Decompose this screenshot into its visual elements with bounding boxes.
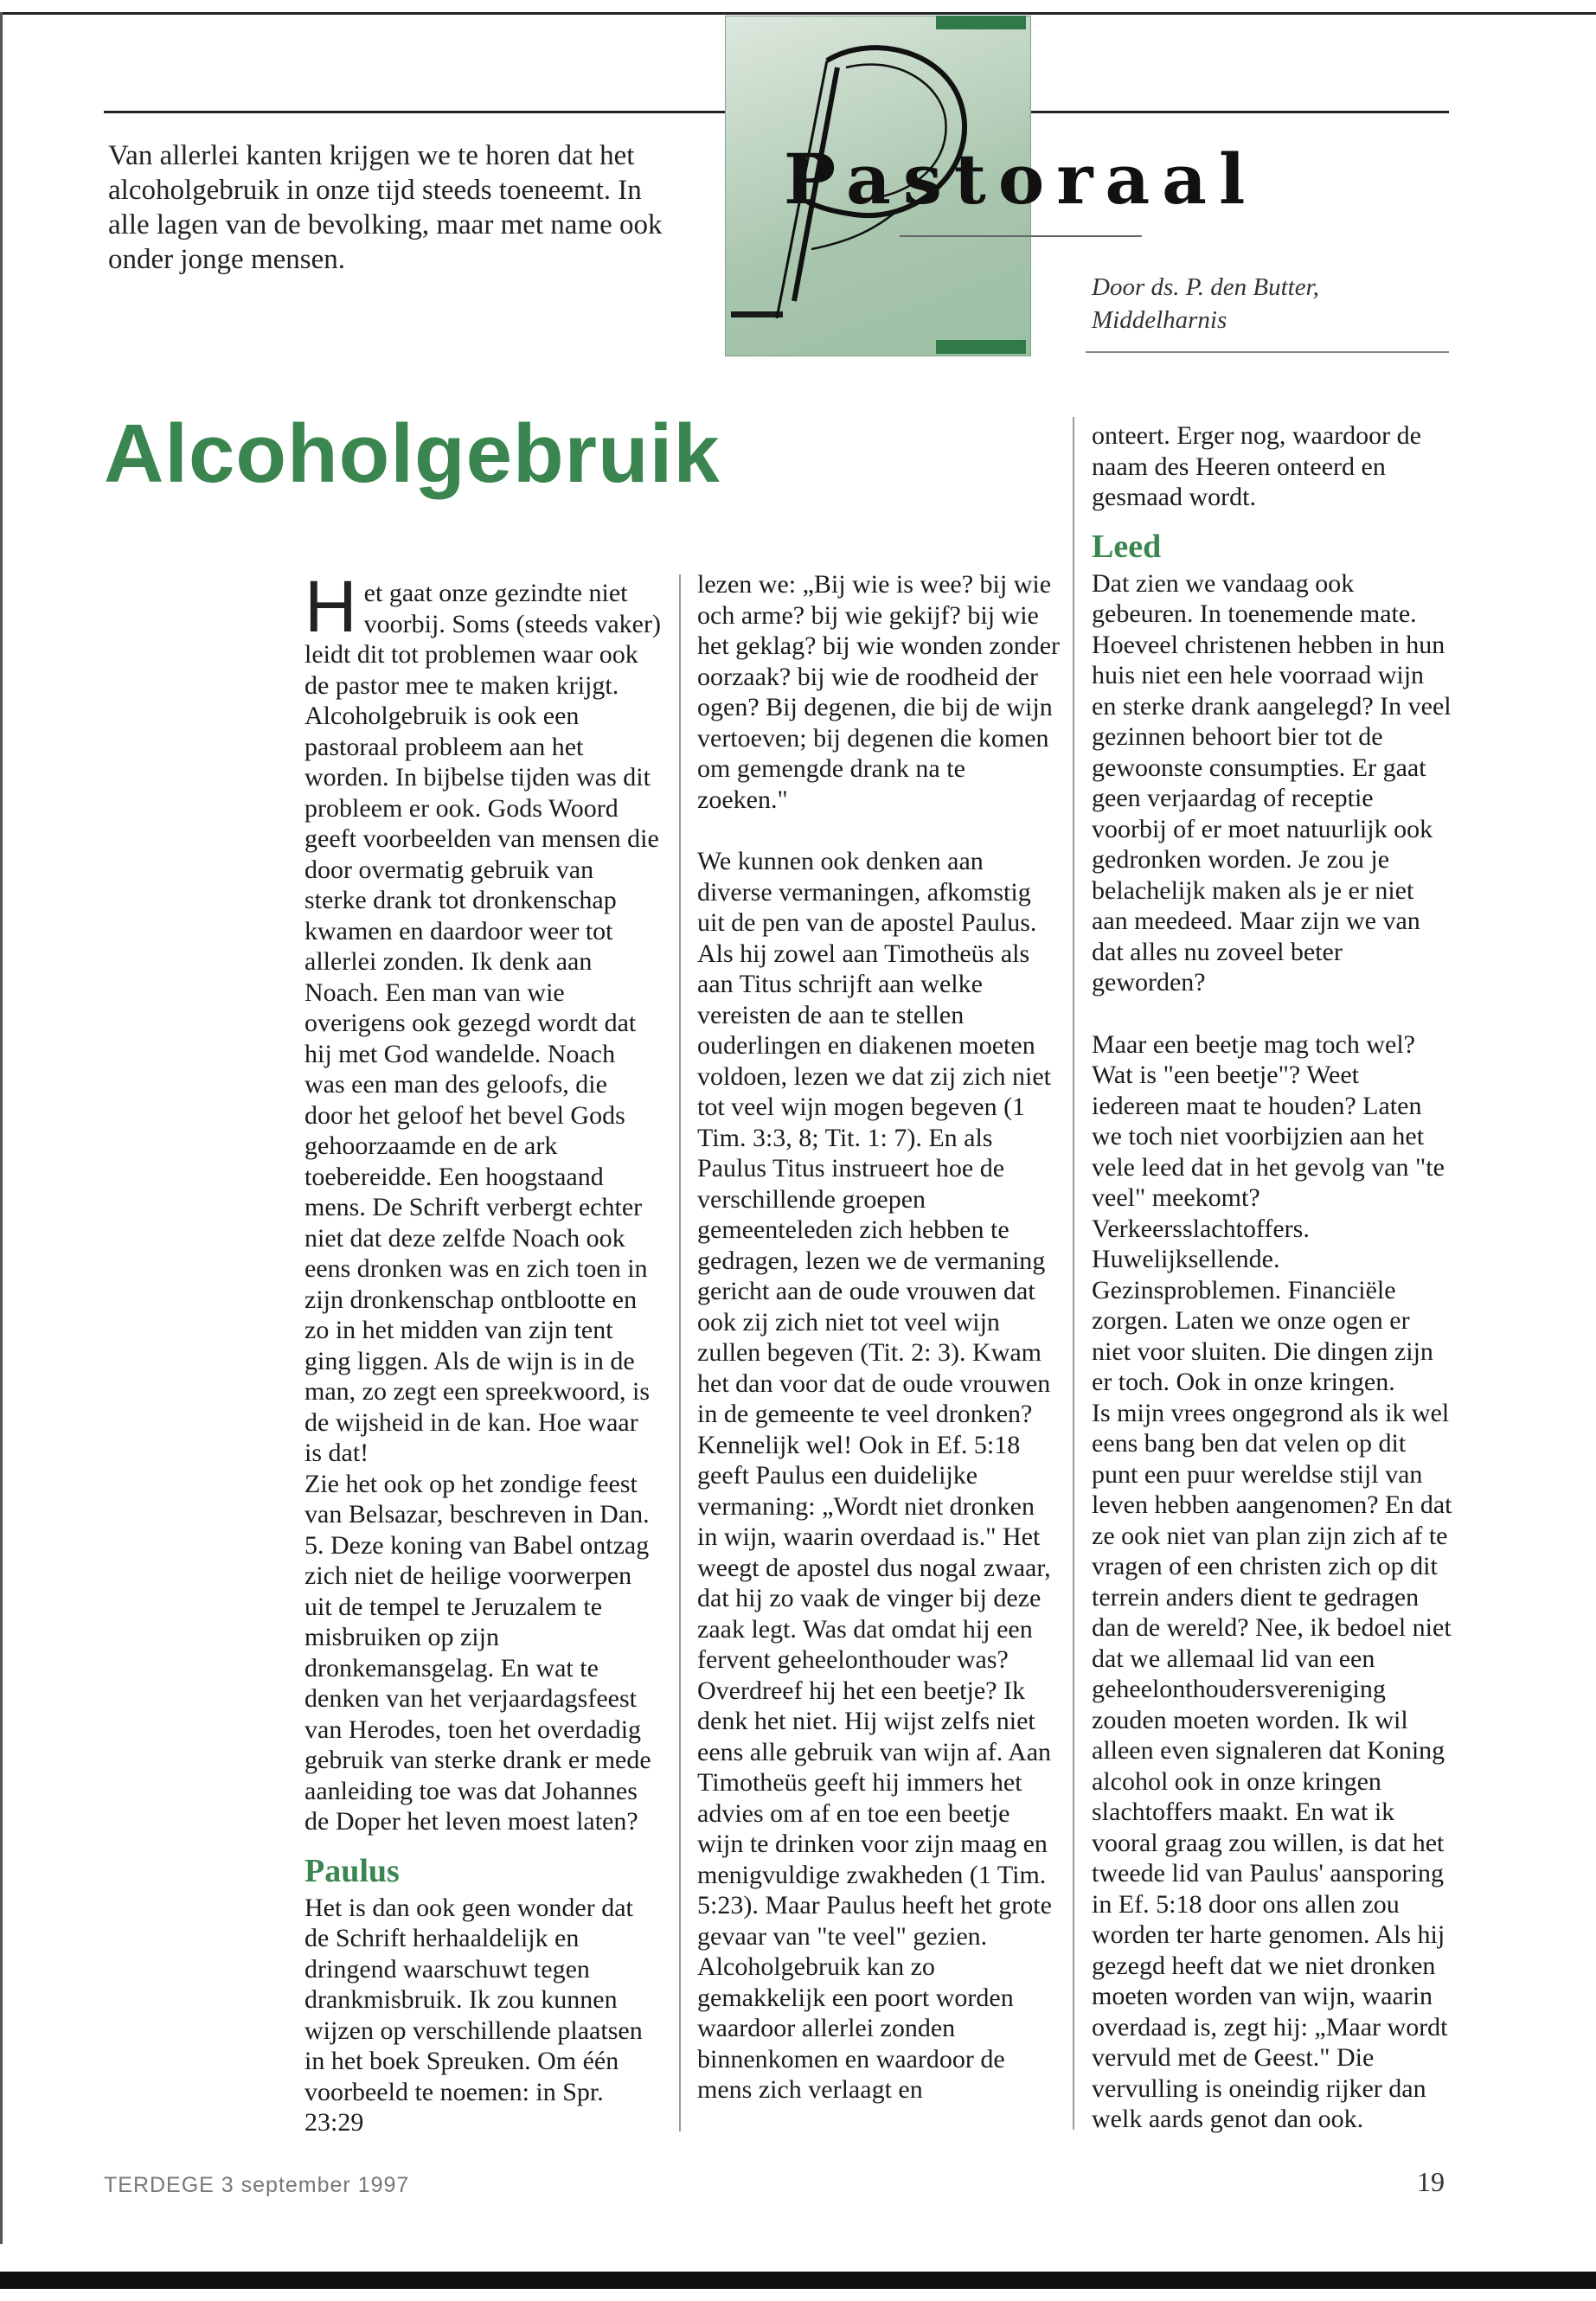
header-rule-left [104, 111, 727, 113]
byline-rule-top [900, 235, 1142, 237]
drop-cap: H [304, 566, 357, 647]
article-column-1 [304, 566, 661, 2138]
article-column-2 [697, 569, 1061, 2106]
paragraph: We kunnen ook denken aan diverse vermaningen, afkomstig uit de pen van de apostel Paulus. Als hij zowel aan Timotheüs als aan Titus schrijft aan welke vereisten de aan te stellen ouderlingen en diakenen moeten voldoen, lezen we dat zij zich niet tot veel wijn mogen begeven (1 Tim. 3:3, 8; Tit. 1: 7). En als Paulus Titus instrueert hoe de verschillende groepen gemeenteleden zich hebben te gedragen, lezen we de vermaning gericht aan de oude vrouwen dat ook zij zich niet tot veel wijn zullen begeven (Tit. 2: 3). Kwam het dan voor dat de oude vrouwen in de gemeente te veel dronken? Kennelijk wel! Ook in Ef. 5:18 geeft Paulus een duidelijke vermaning: „Wordt niet dronken in wijn, waarin overdaad is." Het weegt de apostel dus nogal zwaar, dat hij zo vaak de vinger bij deze zaak legt. Was dat omdat hij een fervent geheelonthouder was? Overdreef hij het een beetje? Ik denk het niet. Hij wijst zelfs niet eens alle gebruik van wijn af. Aan Timotheüs geeft hij immers het advies om af en toe een beetje wijn te drinken voor zijn maag en menigvuldige zwakheden (1 Tim. 5:23). Maar Paulus heeft het grote gevaar van "te veel" gezien. Alcoholgebruik kan zo gemakkelijk een poort worden waardoor allerlei zonden binnenkomen en waardoor de mens zich verlaagt en [697, 847, 1052, 2104]
paragraph: lezen we: „Bij wie is wee? bij wie och arme? bij wie gekijf? bij wie het geklag? bij wie wonden zonder oorzaak? bij wie de roodheid der ogen? Bij degenen, die bij de wijn vertoeven; bij degenen die komen om gemengde drank na te zoeken." [697, 570, 1061, 814]
paragraph: Het is dan ook geen wonder dat de Schrift herhaaldelijk en dringend waarschuwt tegen drankmisbruik. Ik zou kunnen wijzen op verschillende plaatsen in het boek Spreuken. Om één voorbeeld te noemen: in Spr. 23:29 [304, 1893, 643, 2137]
byline [1092, 271, 1455, 336]
subhead-leed: Leed [1092, 528, 1162, 565]
page-top-border [0, 12, 1596, 15]
page-number: 19 [1417, 2166, 1445, 2197]
column-divider-2 [1073, 417, 1074, 2130]
intro-text: Van allerlei kanten krijgen we te horen dat het alcoholgebruik in onze tijd steeds toeneemt. In alle lagen van de bevolking, maar met name ook onder jonge mensen. [108, 140, 663, 275]
column-divider-1 [679, 574, 681, 2131]
article-title: Alcoholgebruik [104, 407, 721, 500]
article-column-3 [1092, 420, 1453, 2135]
lead-paragraph [304, 566, 661, 701]
footer-publication: TERDEGE 3 september 1997 [104, 2173, 410, 2197]
paragraph: Alcoholgebruik is ook een pastoraal probleem aan het worden. In bijbelse tijden was dit probleem er ook. Gods Woord geeft voorbeelden van mensen die door overmatig gebruik van sterke drank tot dronkenschap kwamen en daardoor weer tot allerlei zonden. Ik denk aan Noach. Een man van wie overigens ook gezegd wordt dat hij met God wandelde. Noach was een man des geloofs, die door het geloof het bevel Gods gehoorzaamde en de ark toebereidde. Een hoogstaand mens. De Schrift verbergt echter niet dat deze zelfde Noach ook eens dronken was en zich toen in zijn dronkenschap ontblootte en zo in het midden van zijn tent ging liggen. Als de wijn is in de man, zo zegt een spreekwoord, is de wijsheid in de kan. Hoe waar is dat! [304, 702, 659, 1467]
lead-text: et gaat onze gezindte niet voorbij. Soms (steeds vaker) leidt dit tot problemen waar ook de pastor mee te maken krijgt. [304, 579, 661, 700]
paragraph: Dat zien we vandaag ook gebeuren. In toenemende mate. Hoeveel christenen hebben in hun huis niet een hele voorraad wijn en sterke drank aangelegd? In veel gezinnen behoort bier tot de gewoonste consumpties. Er gaat geen verjaardag of receptie voorbij of er moet natuurlijk ook gedronken worden. Je zou je belachelijk maken als je er niet aan meedeed. Maar zijn we van dat alles nu zoveel beter geworden? [1092, 568, 1452, 997]
section-name: Pastoraal [784, 138, 1258, 220]
page-bottom-bar [0, 2272, 1596, 2289]
byline-rule-bottom [1086, 351, 1449, 353]
byline-location: Middelharnis [1092, 306, 1227, 334]
paragraph: Is mijn vrees ongegrond als ik wel eens bang ben dat velen op dit punt een puur wereldse stijl van leven hebben aangenomen? En dat ze ook niet van plan zijn zich af te vragen of een christen zich op dit terrein anders dient te gedragen dan de wereld? Nee, ik bedoel niet dat we allemaal lid van een geheelonthoudersvereniging zouden moeten worden. Ik wil alleen even signaleren dat Koning alcohol ook in onze kringen slachtoffers maakt. En wat ik vooral graag zou willen, is dat het tweede lid van Paulus' aansporing in Ef. 5:18 door ons allen zou worden ter harte genomen. Als hij gezegd heeft dat we niet dronken moeten worden van wijn, waarin overdaad is, zegt hij: „Maar wordt vervuld met de Geest." Die vervulling is oneindig rijker dan welk aards genot dan ook. [1092, 1398, 1452, 2133]
page-left-border [0, 12, 3, 2244]
paragraph: Zie het ook op het zondige feest van Belsazar, beschreven in Dan. 5. Deze koning van Babel ontzag zich niet de heilige voorwerpen uit de tempel te Jeruzalem te misbruiken op zijn dronkemansgelag. En wat te denken van het verjaardagsfeest van Herodes, toen het overdadig gebruik van sterke drank er mede aanleiding toe was dat Johannes de Doper het leven moest laten? [304, 1469, 651, 1836]
byline-author: Door ds. P. den Butter, [1092, 273, 1319, 301]
paragraph: Maar een beetje mag toch wel? Wat is "een beetje"? Weet iedereen maat te houden? Laten we toch niet voorbijzien aan het vele leed dat in het gevolg van "te veel" meekomt? Verkeersslachtoffers. Huwelijksellende. Gezinsproblemen. Financiële zorgen. Laten we onze ogen er niet voor sluiten. Die dingen zijn er toch. Ook in onze kringen. [1092, 1029, 1445, 1396]
subhead-paulus: Paulus [304, 1852, 400, 1889]
paragraph: onteert. Erger nog, waardoor de naam des Heeren onteerd en gesmaad wordt. [1092, 421, 1421, 511]
header-rule-right [1029, 111, 1449, 113]
